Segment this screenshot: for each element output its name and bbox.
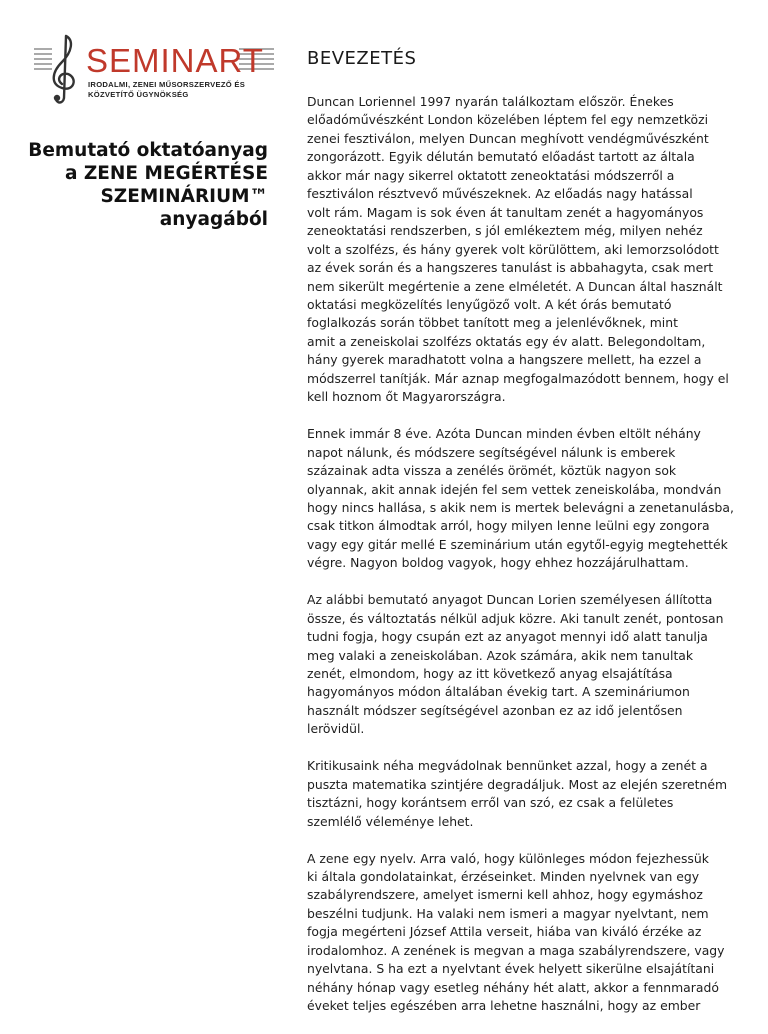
text-line: foglalkozás során többet tanított meg a jelenlévőknek, mint [307, 315, 678, 331]
text-line: hány gyerek maradhatott volna a hangszere mellett, ha ezzel a [307, 352, 702, 368]
text-line: hagyományos módon általában évekig tart. A szemináriumon [307, 684, 690, 700]
text-line: néhány hónap vagy esetleg néhány hét alatt, akkor a fennmaradó [307, 979, 719, 995]
text-line: amit a zeneiskolai szolfézs oktatás egy év alatt. Belegondoltam, [307, 333, 706, 349]
text-line: előadóművészként London közelében léptem fel egy nemzetközi [307, 112, 709, 128]
text-line: éveket teljes egészében arra lehetne használni, hogy az ember [307, 998, 701, 1014]
text-line: módszerrel tanítják. Már aznap megfogalmazódott bennem, hogy el [307, 370, 729, 386]
text-line: tudni fogja, hogy csupán ezt az anyagot mennyi idő alatt tanulja [307, 629, 708, 645]
paragraph [307, 850, 727, 1016]
text-line: meg valaki a zeneiskolában. Azok számára, akik nem tanultak [307, 647, 694, 663]
paragraph [307, 591, 727, 739]
text-line: az évek során és a hangszeres tanulást is abbahagyta, csak mert [307, 260, 714, 276]
text-line: zenei fesztiválon, melyen Duncan meghívott vendégművészként [307, 130, 709, 146]
body-text [307, 93, 734, 1034]
text-line: tisztázni, hogy korántsem erről van szó, ez csak a felületes [307, 795, 674, 811]
title-line: a ZENE MEGÉRTÉSE [64, 163, 268, 184]
text-line: nyelvtana. S ha ezt a nyelvtant évek helyett sikerülne elsajátítani [307, 961, 715, 977]
paragraph [307, 425, 734, 573]
text-line: olyannak, akit annak idején fel sem vettek zeneiskolába, mondván [307, 481, 722, 497]
text-line: szabályrendszere, amelyet ismerni kell ahhoz, hogy egymáshoz [307, 887, 703, 903]
text-line: kell hoznom őt Magyarországra. [307, 389, 506, 405]
logo-subtitle-line: KÖZVETÍTŐ ÜGYNÖKSÉG [88, 90, 189, 99]
text-line: Ennek immár 8 éve. Azóta Duncan minden évben eltölt néhány [307, 426, 701, 442]
text-line: Az alábbi bemutató anyagot Duncan Lorien személyesen állította [307, 592, 713, 608]
text-line: oktatási megközelítés lenyűgöző volt. A két órás bemutató [307, 296, 672, 312]
text-line: zeneoktatási rendszerben, s jól emlékeztem még, milyen nehéz [307, 223, 703, 239]
text-line: lerövidül. [307, 721, 365, 737]
text-line: Duncan Loriennel 1997 nyarán találkoztam először. Énekes [307, 94, 674, 109]
seminart-logo [34, 30, 284, 110]
title-line: SZEMINÁRIUM™ [100, 186, 268, 207]
treble-clef-icon [44, 32, 84, 106]
text-line: ki általa gondolatainkat, érzéseinket. Minden nyelvnek van egy [307, 868, 700, 884]
text-line: napot nálunk, és módszere segítségével nálunk is emberek [307, 444, 676, 460]
section-heading: BEVEZETÉS [307, 48, 417, 69]
text-line: csak titkon álmodtak arról, hogy milyen lenne leülni egy zongora [307, 518, 710, 534]
text-line: használt módszer segítségével azonban ez az idő jelentősen [307, 702, 683, 718]
paragraph [307, 757, 727, 831]
title-line: anyagából [159, 209, 268, 230]
text-line: volt rám. Magam is sok éven át tanultam zenét a hagyományos [307, 204, 704, 220]
document-title [18, 139, 268, 231]
text-line: végre. Nagyon boldog vagyok, hogy ehhez hozzájárulhattam. [307, 555, 689, 571]
text-line: zongorázott. Egyik délután bemutató előadást tartott az általa [307, 149, 695, 165]
text-line: nem sikerült megértenie a zene elméletét. A Duncan által használt [307, 278, 723, 294]
text-line: szemlélő véleménye lehet. [307, 813, 474, 829]
logo-wordmark: SEMINART [86, 42, 264, 79]
text-line: puszta matematika szintjére degradáljuk. Most az elején szeretném [307, 776, 728, 792]
text-line: hogy nincs hallása, s akik nem is mertek belevágni a zenetanulásba, [307, 499, 734, 515]
text-line: össze, és változtatás nélkül adjuk közre. Aki tanult zenét, pontosan [307, 610, 724, 626]
text-line: akkor már nagy sikerrel oktatott zeneoktatási módszerről a [307, 167, 675, 183]
text-line: százainak adta vissza a zenélés örömét, köztük nagyon sok [307, 463, 677, 479]
text-line: vagy egy gitár mellé E szeminárium után egytől-egyig megtehették [307, 536, 728, 552]
text-line: Kritikusaink néha megvádolnak bennünket azzal, hogy a zenét a [307, 758, 708, 774]
logo-subtitle-line: IRODALMI, ZENEI MŰSORSZERVEZŐ ÉS [88, 80, 246, 89]
title-line: Bemutató oktatóanyag [28, 140, 268, 161]
text-line: volt a szolfézs, és hány gyerek volt körülöttem, aki lemorzsolódott [307, 241, 719, 257]
text-line: A zene egy nyelv. Arra való, hogy különleges módon fejezhessük [307, 850, 709, 866]
logo-subtitle [88, 80, 245, 100]
text-line: fogja megérteni József Attila verseit, hiába van kiváló érzéke az [307, 924, 702, 940]
text-line: fesztiválon résztvevő művészeknek. Az előadás nagy hatással [307, 186, 693, 202]
paragraph [307, 93, 727, 407]
text-line: zenét, elmondom, hogy az itt következő anyag elsajátítása [307, 666, 673, 682]
text-line: irodalomhoz. A zenének is megvan a maga szabályrendszere, vagy [307, 942, 725, 958]
text-line: beszélni tudjunk. Ha valaki nem ismeri a magyar nyelvtant, nem [307, 905, 709, 921]
